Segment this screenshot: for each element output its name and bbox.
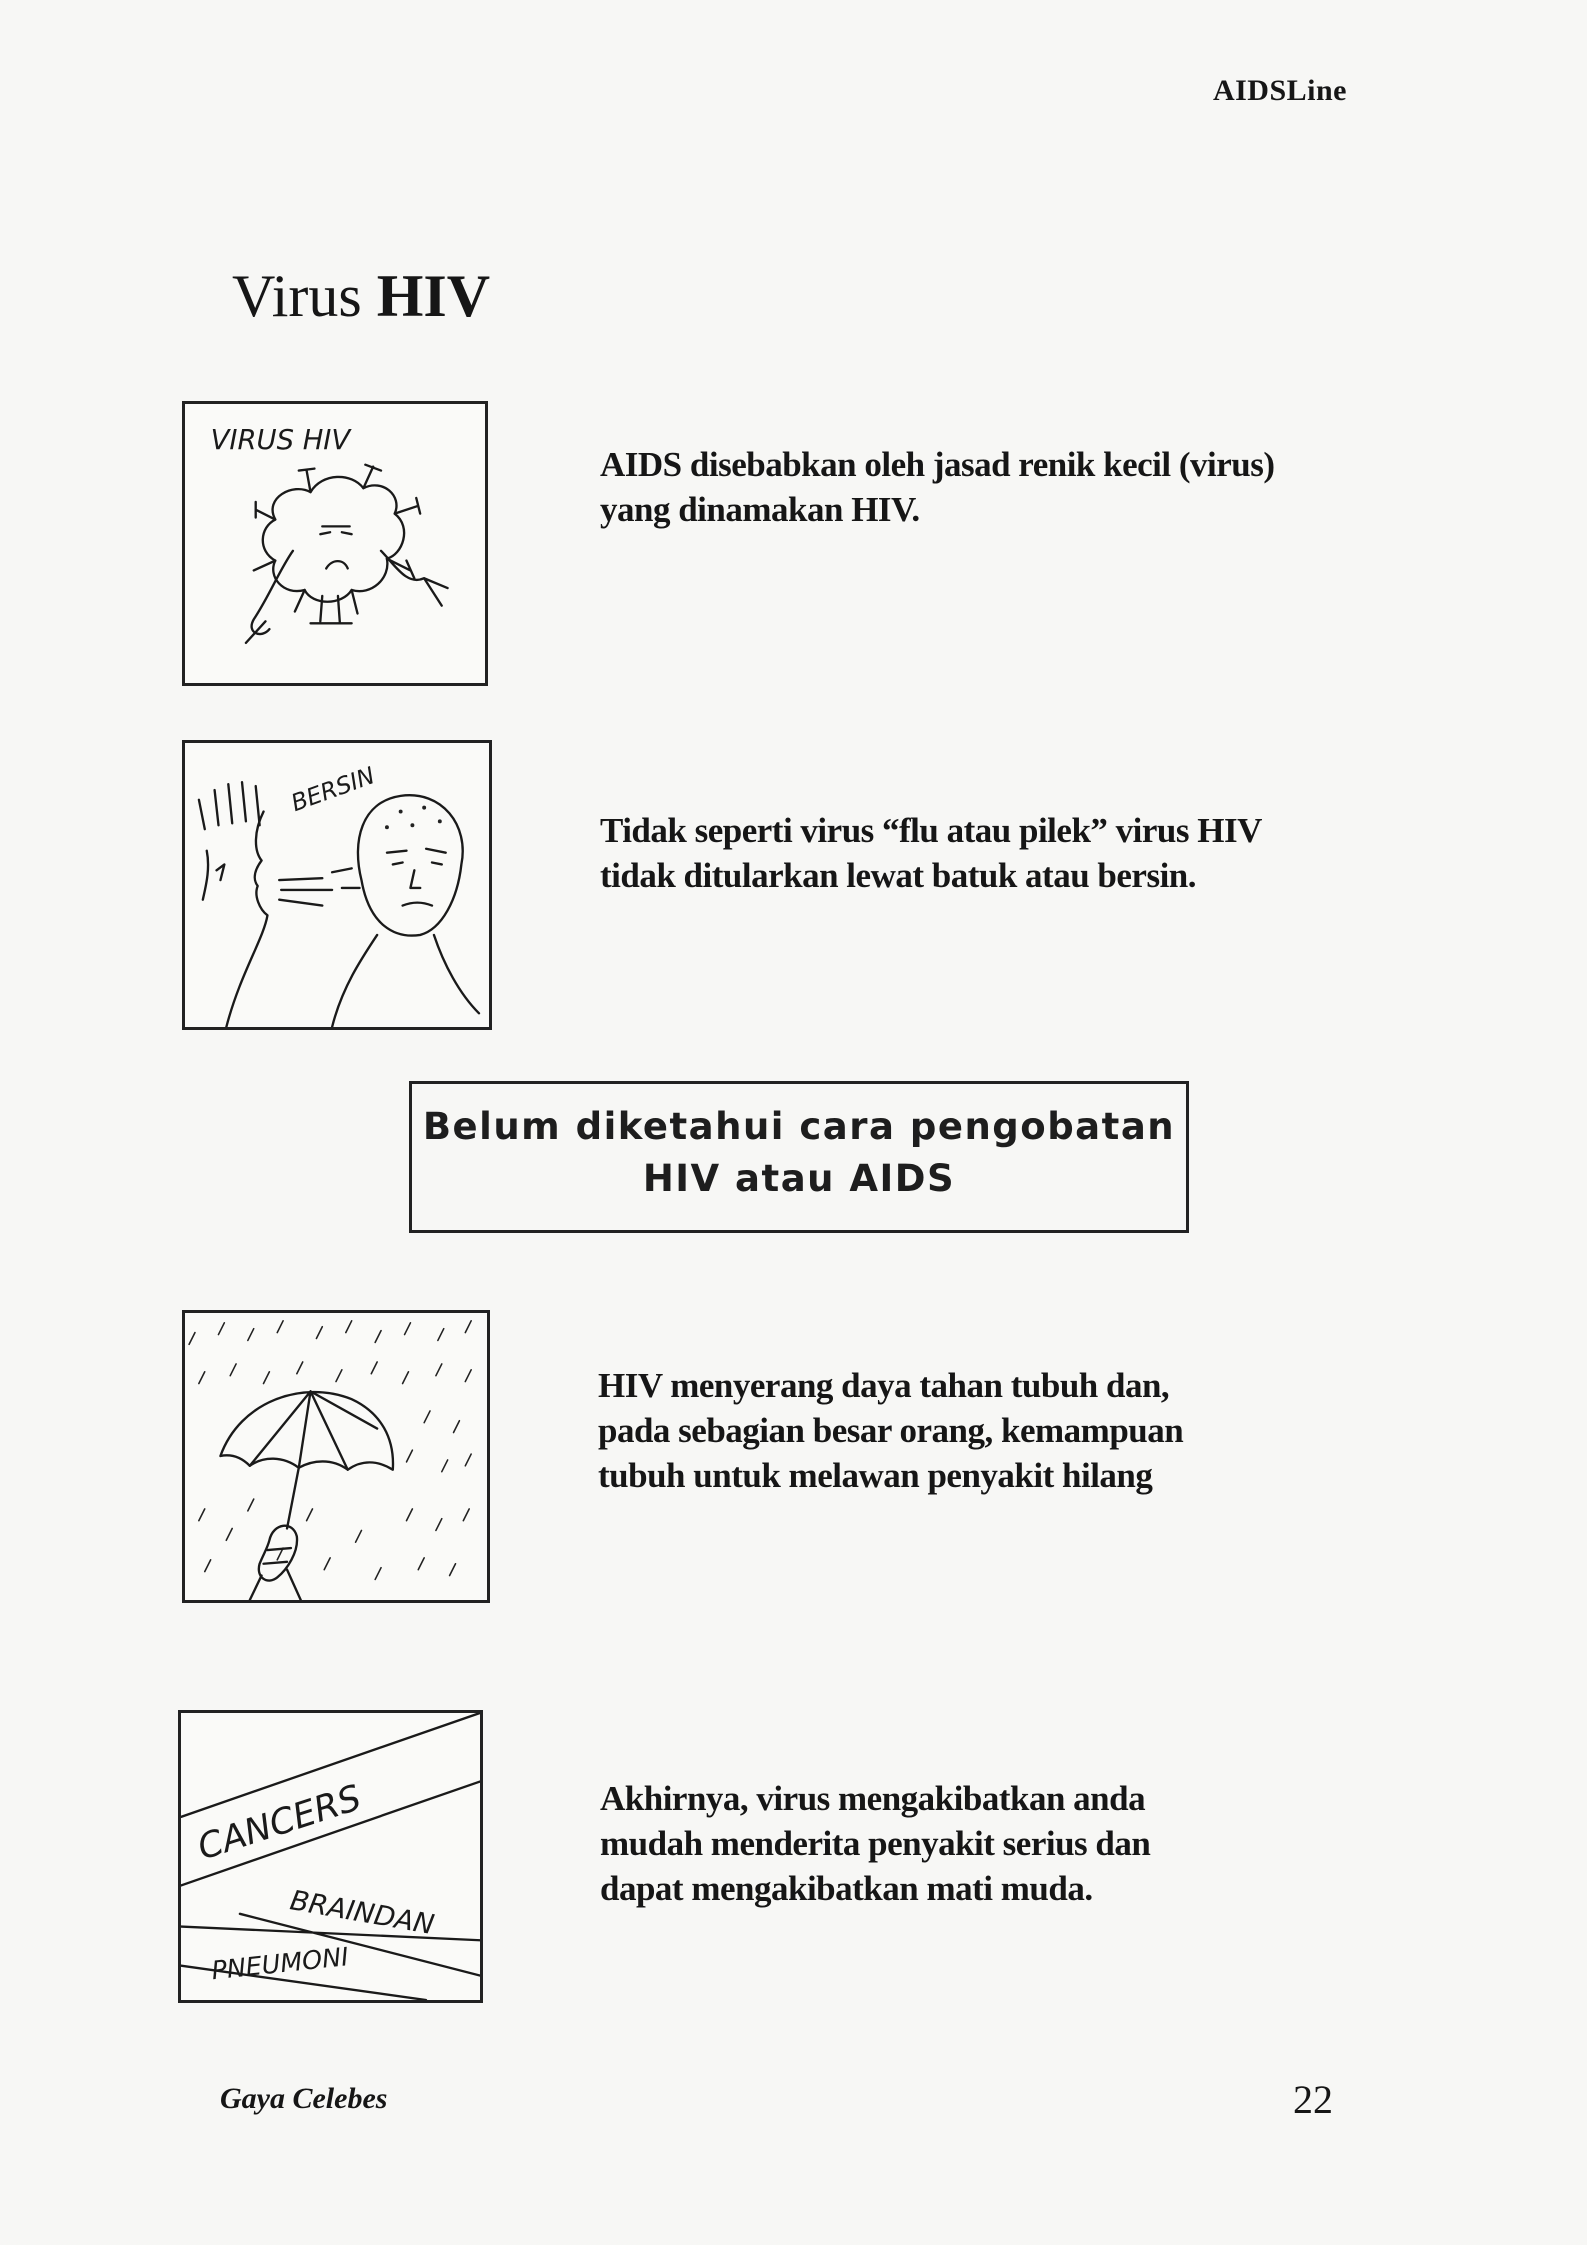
sneeze-illustration [182,740,492,1030]
text-line: HIV menyerang daya tahan tubuh dan, [598,1366,1170,1405]
page-title [232,262,490,331]
diseases-illustration [178,1710,483,2003]
callout-line-2: HIV atau AIDS [642,1157,956,1200]
page-title-part2: HIV [376,263,491,329]
footer-publisher: Gaya Celebes [220,2082,388,2115]
paragraph-immunity [598,1363,1183,1498]
callout-line-1: Belum diketahui cara pengobatan [422,1105,1176,1148]
text-line: Akhirnya, virus mengakibatkan anda [600,1779,1146,1818]
page-title-part1: Virus [232,263,362,329]
diseases-icon [181,1713,480,2000]
text-line: pada sebagian besar orang, kemampuan [598,1411,1184,1450]
paragraph-sneeze [600,808,1262,898]
text-line: dapat mengakibatkan mati muda. [600,1869,1093,1908]
page-number: 22 [1293,2077,1333,2122]
text-line: AIDS disebabkan oleh jasad renik kecil (virus) [600,445,1275,484]
text-line: tubuh untuk melawan penyakit hilang [598,1456,1153,1495]
text-line: tidak ditularkan lewat batuk atau bersin. [600,856,1197,895]
virus-icon [185,404,485,683]
paragraph-consequences [600,1776,1150,1911]
cancers-label: CANCERS [192,1777,367,1869]
pneumoni-label: PNEUMONI [210,1942,351,1987]
braindan-label: BRAINDAN [287,1885,437,1942]
text-line: yang dinamakan HIV. [600,490,920,529]
umbrella-rain-illustration [182,1310,490,1603]
bersin-label: BERSIN [287,761,379,818]
text-line: Tidak seperti virus “flu atau pilek” virus HIV [600,811,1262,850]
virus-hiv-label: VIRUS HIV [210,425,351,457]
paragraph-virus-hiv [600,442,1275,532]
treatment-callout [409,1081,1189,1233]
umbrella-icon [185,1313,487,1600]
running-head: AIDSLine [1212,74,1347,107]
virus-illustration [182,401,488,686]
text-line: mudah menderita penyakit serius dan [600,1824,1151,1863]
sneeze-icon [185,743,489,1027]
